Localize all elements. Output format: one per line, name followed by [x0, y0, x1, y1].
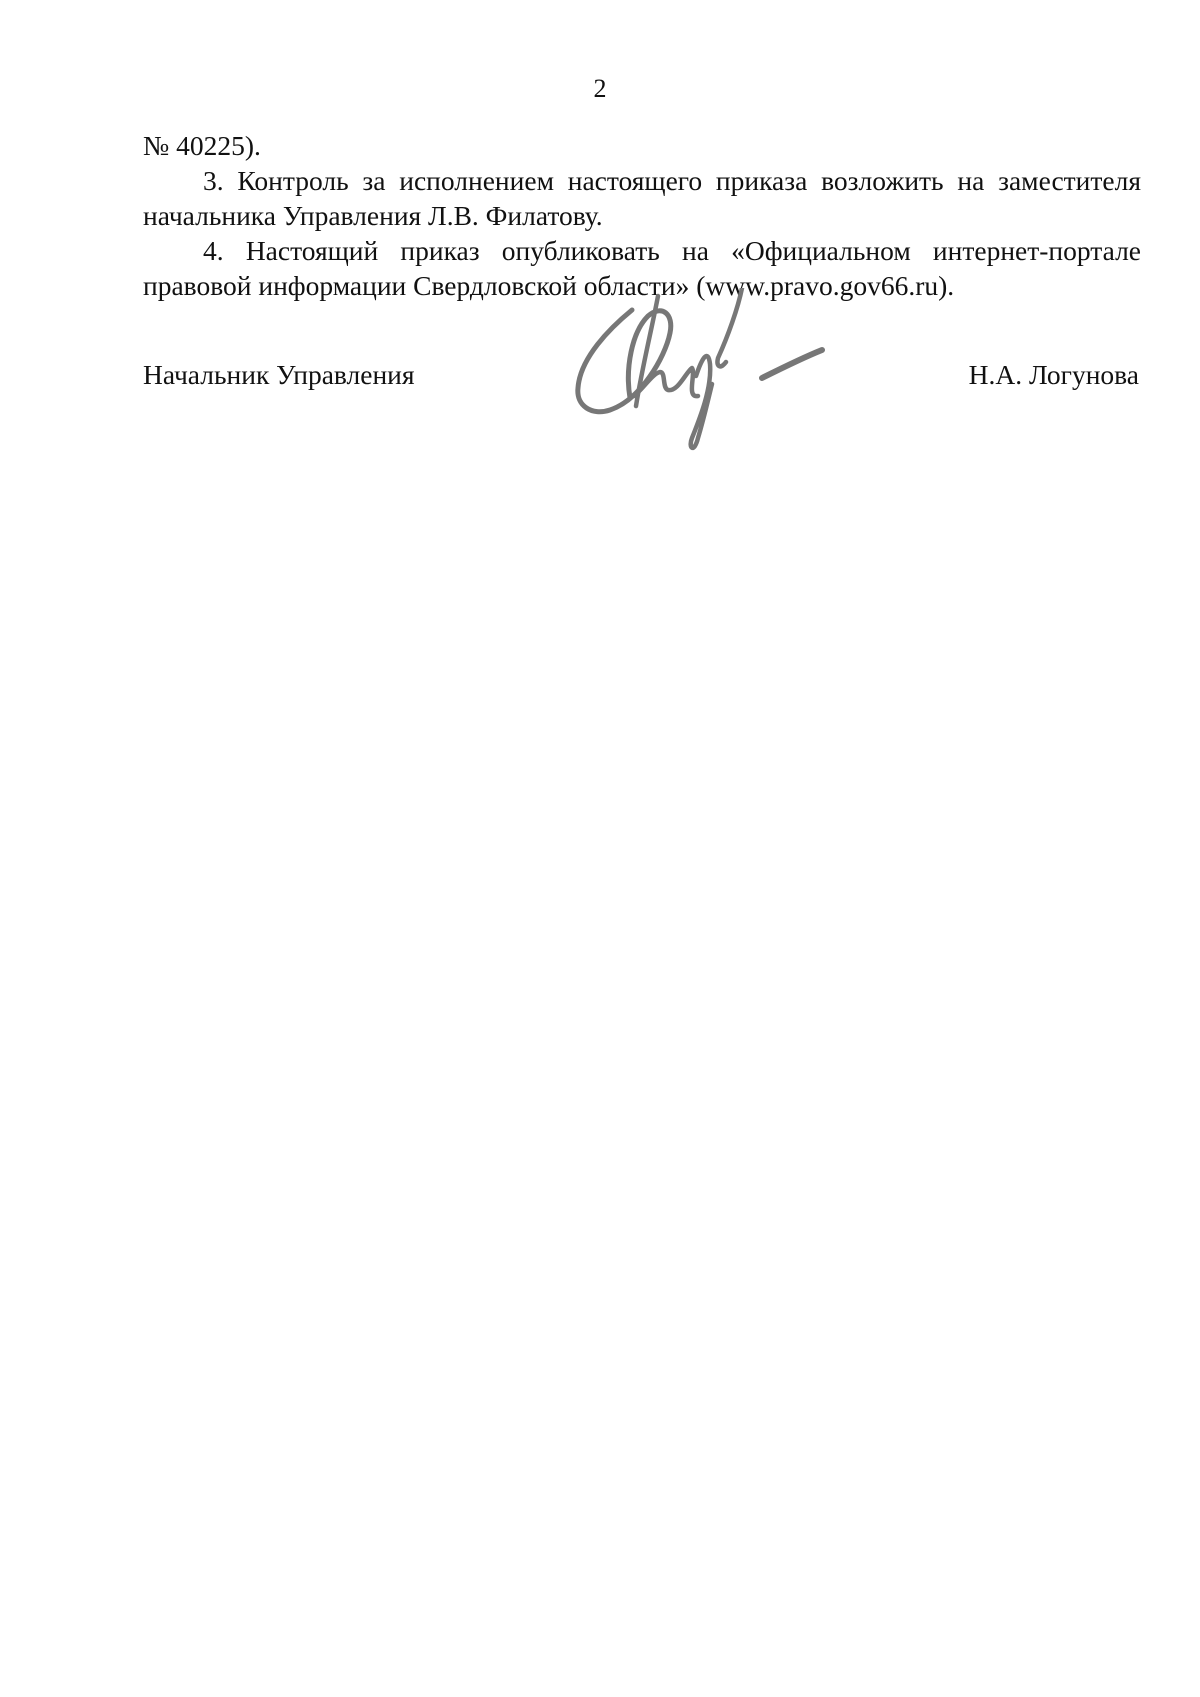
document-body: [143, 128, 1141, 303]
signature-stroke-loop: [578, 310, 671, 412]
signer-name: Н.А. Логунова: [968, 359, 1139, 390]
page-number: 2: [593, 74, 607, 103]
signature-stroke-upper: [717, 288, 742, 366]
handwritten-signature: [570, 288, 860, 478]
paragraph-item-3: 3. Контроль за исполнением настоящего приказа возложить на заместителя начальника Управления Л.В. Филатову.: [143, 165, 1141, 231]
paragraph-continuation: № 40225).: [143, 130, 261, 161]
paragraph-item-4: 4. Настоящий приказ опубликовать на «Официальном интернет-портале правовой информации Свердловской области» (www.pravo.gov66.ru).: [143, 235, 1141, 301]
signature-stroke-dash: [762, 350, 822, 378]
signer-title: Начальник Управления: [143, 359, 415, 390]
